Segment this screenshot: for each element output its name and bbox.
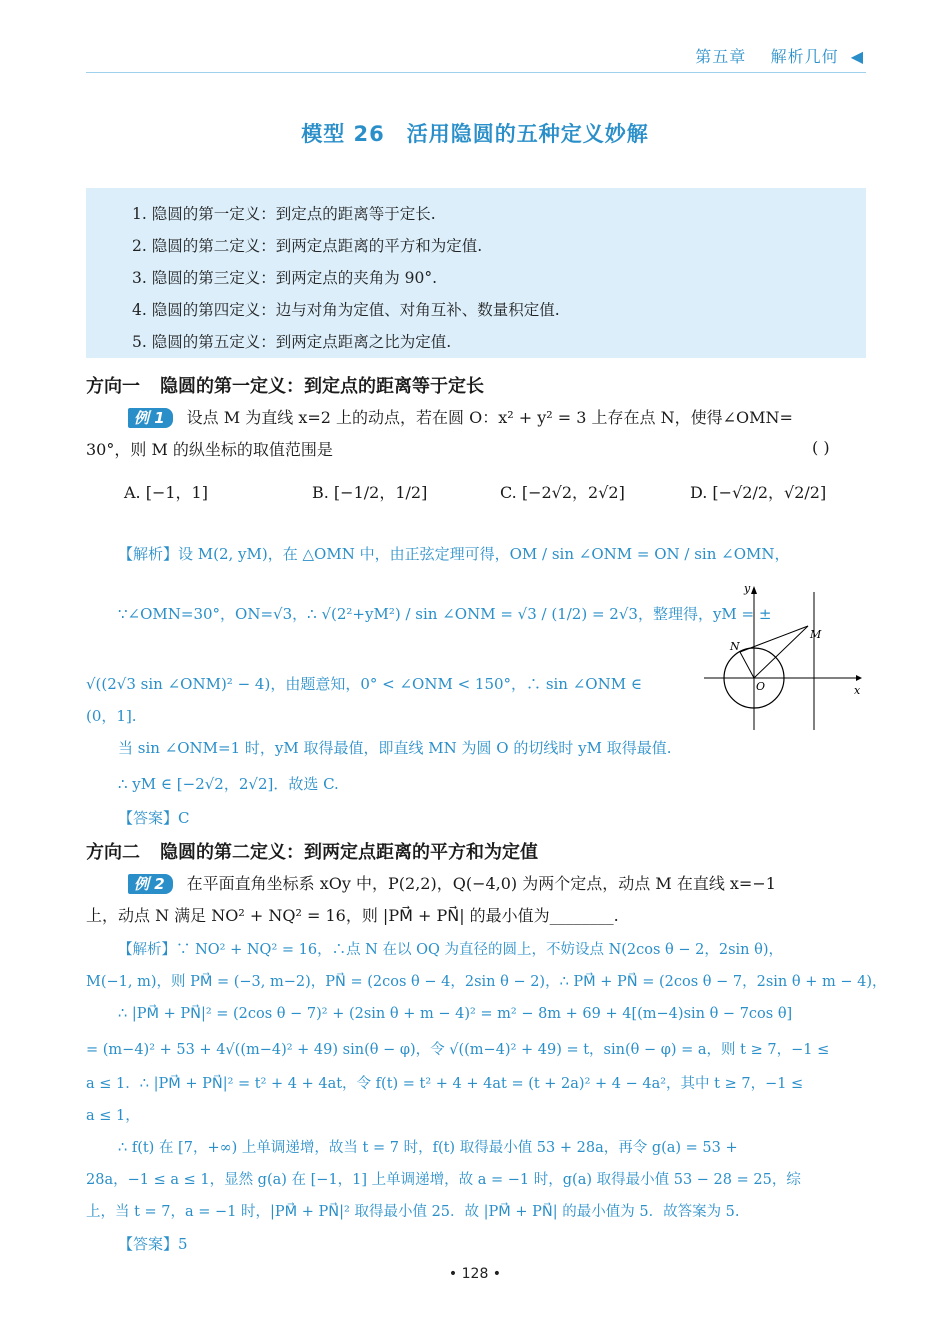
definition-item: 1. 隐圆的第一定义：到定点的距离等于定长. <box>132 205 436 223</box>
section-title: 隐圆的第一定义：到定点的距离等于定长 <box>160 376 484 397</box>
example2-line1 <box>128 870 776 898</box>
example1-line1 <box>128 404 793 432</box>
solution1-line1: 【解析】设 M(2, yM)，在 △OMN 中，由正弦定理可得，OM / sin ∠ONM = ON / sin ∠OMN， <box>118 545 790 563</box>
option-d: D. [−√2/2，√2/2] <box>690 483 827 502</box>
solution2-line2: M(−1, m)，则 PM⃗ = (−3, m−2)，PN⃗ = (2cos θ − 4，2sin θ − 2)，∴ PM⃗ + PN⃗ = (2cos θ − 7，2sin θ + m − 4)， <box>86 974 887 990</box>
answer2: 【答案】5 <box>118 1235 188 1253</box>
segment-om <box>754 626 808 678</box>
answer1: 【答案】C <box>118 809 190 827</box>
circle-tangent-graph <box>696 580 866 740</box>
solution2-line9: 上，当 t = 7，a = −1 时，|PM⃗ + PN⃗|² 取得最小值 25．故 |PM⃗ + PN⃗| 的最小值为 5．故答案为 5. <box>86 1204 740 1220</box>
answer-paren: ( ) <box>812 438 830 457</box>
solution1-line5: 当 sin ∠ONM=1 时，yM 取得最值，即直线 MN 为圆 O 的切线时 yM 取得最值. <box>118 739 672 757</box>
model-text: 活用隐圆的五种定义妙解 <box>406 122 649 146</box>
solution2-line7: ∴ f(t) 在 [7，+∞) 上单调递增，故当 t = 7 时，f(t) 取得最小值 53 + 28a，再令 g(a) = 53 + <box>118 1140 738 1156</box>
solution1-line4: (0，1]. <box>86 707 137 725</box>
section-heading-1 <box>86 372 484 398</box>
section-label: 方向一 <box>86 376 140 397</box>
definitions-box <box>86 188 866 358</box>
example1-line2: 30°，则 M 的纵坐标的取值范围是 <box>86 440 333 459</box>
page-number: • 128 • <box>448 1266 502 1282</box>
point-m-label: M <box>810 628 822 641</box>
running-header <box>695 44 864 67</box>
x-axis-label: x <box>854 684 861 697</box>
solution2-line6: a ≤ 1， <box>86 1108 140 1124</box>
point-o-label: O <box>756 680 766 693</box>
header-rule <box>86 72 866 73</box>
example1-text1: 设点 M 为直线 x=2 上的动点，若在圆 O：x² + y² = 3 上存在点 N，使得∠OMN= <box>186 408 793 427</box>
chapter-title: 解析几何 <box>770 47 839 66</box>
option-a: A. [−1，1] <box>124 483 208 502</box>
point-n-label: N <box>730 640 740 653</box>
definition-item: 3. 隐圆的第三定义：到两定点的夹角为 90°. <box>132 269 438 287</box>
definition-item: 4. 隐圆的第四定义：边与对角为定值、对角互补、数量积定值. <box>132 301 560 319</box>
chapter-label: 第五章 <box>695 47 747 66</box>
option-c: C. [−2√2，2√2] <box>500 483 625 502</box>
example2-text1: 在平面直角坐标系 xOy 中，P(2,2)，Q(−4,0) 为两个定点，动点 M 在直线 x=−1 <box>186 874 776 893</box>
triangle-left-icon: ◀ <box>850 47 864 66</box>
definition-item: 5. 隐圆的第五定义：到两定点距离之比为定值. <box>132 333 452 351</box>
solution2-line5: a ≤ 1．∴ |PM⃗ + PN⃗|² = t² + 4 + 4at，令 f(t) = t² + 4 + 4at = (t + 2a)² + 4 − 4a²，其中 t ≥ 7，−1 ≤ <box>86 1076 804 1092</box>
y-axis-label: y <box>744 582 751 595</box>
solution2-line8: 28a，−1 ≤ a ≤ 1，显然 g(a) 在 [−1，1] 上单调递增，故 a = −1 时，g(a) 取得最小值 53 − 28 = 25，综 <box>86 1172 801 1188</box>
solution2-line1: 【解析】∵ NO² + NQ² = 16，∴点 N 在以 OQ 为直径的圆上，不妨设点 N(2cos θ − 2，2sin θ)， <box>118 942 784 958</box>
section-label: 方向二 <box>86 842 140 863</box>
tangent-nm <box>740 626 808 652</box>
solution1-line2: ∵∠OMN=30°，ON=√3，∴ √(2²+yM²) / sin ∠ONM = √3 / (1/2) = 2√3，整理得，yM = ± <box>118 605 772 623</box>
section-title: 隐圆的第二定义：到两定点距离的平方和为定值 <box>160 842 538 863</box>
example2-line2: 上，动点 N 满足 NO² + NQ² = 16，则 |PM⃗ + PN⃗| 的最小值为________. <box>86 906 619 925</box>
solution1-line6: ∴ yM ∈ [−2√2，2√2]．故选 C. <box>118 775 339 793</box>
example-badge: 例 1 <box>128 408 173 428</box>
option-b: B. [−1/2，1/2] <box>312 483 428 502</box>
model-title <box>0 118 950 148</box>
example-badge: 例 2 <box>128 874 173 894</box>
solution2-line3: ∴ |PM⃗ + PN⃗|² = (2cos θ − 7)² + (2sin θ + m − 4)² = m² − 8m + 69 + 4[(m−4)sin θ − 7cos θ] <box>118 1006 793 1022</box>
solution2-line4: = (m−4)² + 53 + 4√((m−4)² + 49) sin(θ − φ)，令 √((m−4)² + 49) = t，sin(θ − φ) = a，则 t ≥ 7，−1 ≤ <box>86 1042 830 1058</box>
segment-on <box>740 652 754 678</box>
x-axis-arrow-icon <box>856 675 862 681</box>
y-axis-arrow-icon <box>751 586 757 594</box>
definition-item: 2. 隐圆的第二定义：到两定点距离的平方和为定值. <box>132 237 483 255</box>
solution1-line3: √((2√3 sin ∠ONM)² − 4)，由题意知，0° < ∠ONM < 150°，∴ sin ∠ONM ∈ <box>86 675 642 693</box>
section-heading-2 <box>86 838 538 864</box>
model-number: 模型 26 <box>301 122 385 146</box>
